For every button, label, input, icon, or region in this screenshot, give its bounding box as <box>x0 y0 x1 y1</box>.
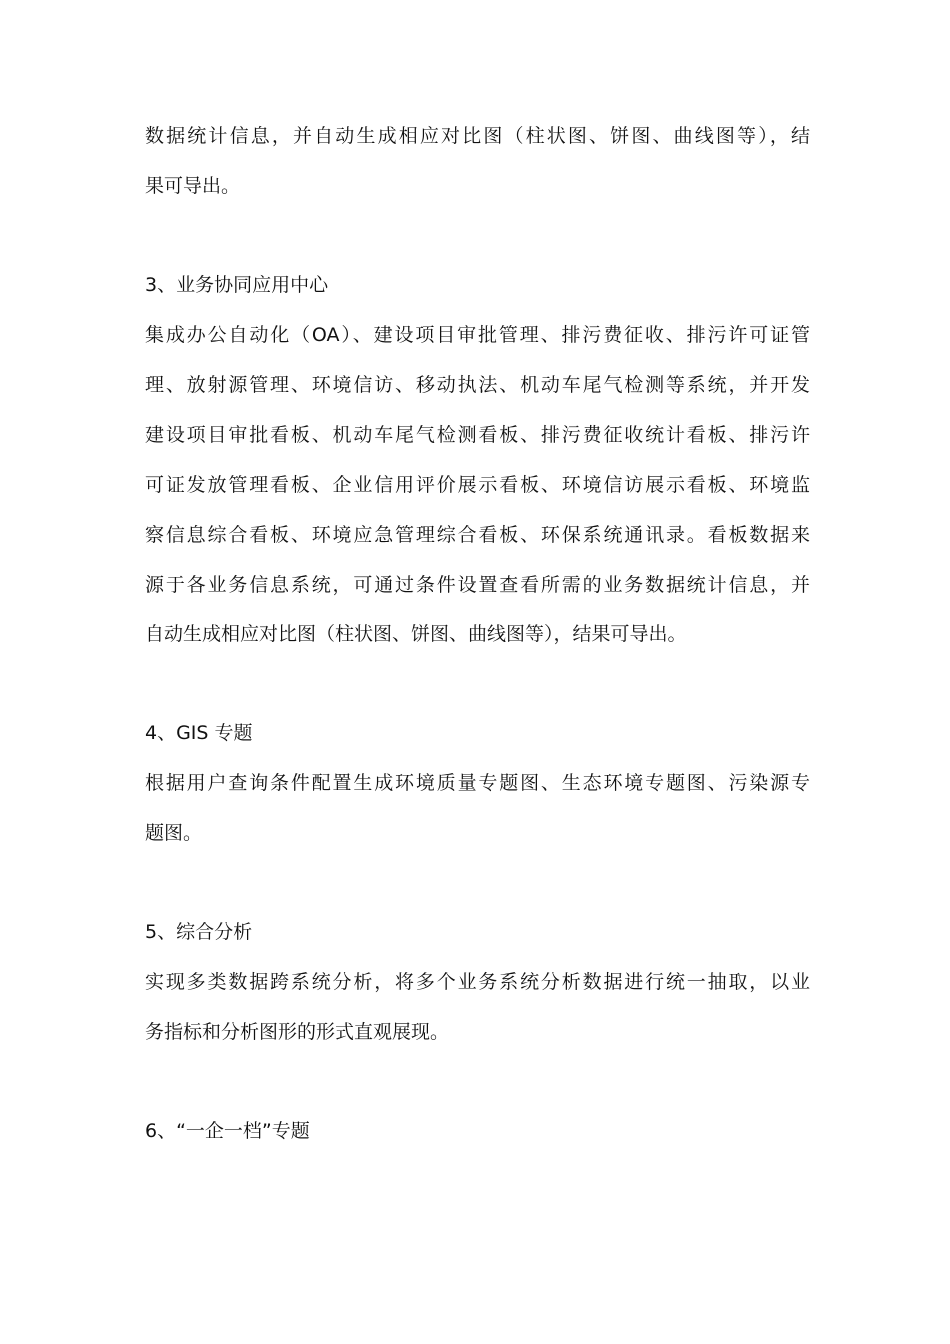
paragraph-line: 根据用户查询条件配置生成环境质量专题图、生态环境专题图、污染源专 <box>145 772 810 794</box>
section-heading: 4、GIS 专题 <box>145 722 253 744</box>
paragraph-line: 实现多类数据跨系统分析，将多个业务系统分析数据进行统一抽取，以业 <box>145 971 810 993</box>
paragraph-line: 源于各业务信息系统，可通过条件设置查看所需的业务数据统计信息，并 <box>145 574 810 596</box>
intro-line: 果可导出。 <box>145 175 241 197</box>
section-heading: 3、业务协同应用中心 <box>145 274 329 296</box>
paragraph-line: 建设项目审批看板、机动车尾气检测看板、排污费征收统计看板、排污许 <box>145 424 810 446</box>
paragraph-line: 察信息综合看板、环境应急管理综合看板、环保系统通讯录。看板数据来 <box>145 524 810 546</box>
section-heading: 5、综合分析 <box>145 921 253 943</box>
paragraph-line: 务指标和分析图形的形式直观展现。 <box>145 1021 450 1043</box>
paragraph-line: 可证发放管理看板、企业信用评价展示看板、环境信访展示看板、环境监 <box>145 474 810 496</box>
paragraph-line: 集成办公自动化（OA）、建设项目审批管理、排污费征收、排污许可证管 <box>145 324 810 346</box>
intro-line: 数据统计信息，并自动生成相应对比图（柱状图、饼图、曲线图等），结 <box>145 125 810 147</box>
paragraph-line: 题图。 <box>145 822 203 844</box>
section-heading: 6、“一企一档”专题 <box>145 1120 310 1142</box>
paragraph-line: 自动生成相应对比图（柱状图、饼图、曲线图等），结果可导出。 <box>145 623 687 645</box>
paragraph-line: 理、放射源管理、环境信访、移动执法、机动车尾气检测等系统，并开发 <box>145 374 810 396</box>
